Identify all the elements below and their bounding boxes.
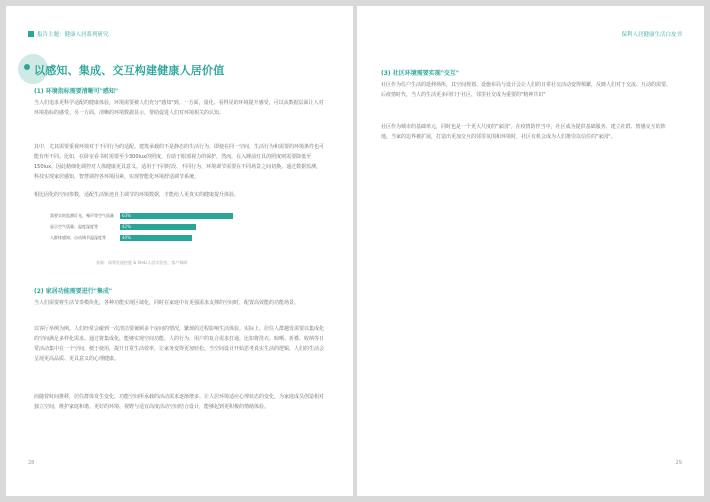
section1-p3: 相比固化的空间参数，适配生活轨迹自主调节的环境数据，才能给人更真实的健康提升体验。: [34, 192, 240, 198]
page-title: 以感知、集成、交互构建健康人居价值: [34, 64, 225, 77]
bar: [120, 213, 233, 219]
bar: [120, 224, 196, 230]
section3-heading: (3) 社区环境需要实现"交互": [381, 70, 460, 77]
bar-row: [50, 212, 300, 220]
header-mark-icon: [28, 31, 34, 37]
section1-p2: 其中，尤其需要重视环境对于不同行为的适配。建筑承载的不是静态的生活行为，即使在同一空间，生活行为和需要的环境条件也可能有所不同。比如，在卧室看书时需要至少300lux的照度，有助于眼部视力的保护，然而，在入睡前灯具的照度则需要降低至150lux。因此精细化调控对人体健康更具意义。适用于不同时段、不同行为，环境调节需要在不同场景之间切换。通过数据监测，科技实现家居感知，智慧调控各环境因素，实现智能化环境舒适调节系统。: [34, 144, 325, 180]
left-page: [6, 6, 353, 496]
page-number-right: 29: [675, 460, 682, 466]
section1-heading: (1) 环境指标需要清晰可"感知": [34, 88, 119, 95]
bar-label: 需要实时监测灯光、噪声等空气质量: [50, 213, 114, 218]
section3-p2: 社区作为城市的基础单元，同时也是一个更大尺度的"家园"。在疫情防控当中，社区成为提供基础服务、建立社群、情感交互的阵地。当家的边界被扩展，打造出更加交互的邻里氛围和环境时，社区有机会成为人们推崇以信任的"家园"。: [381, 124, 666, 140]
section2-p3: 而随着时间推移，居住群体发生变化，功能空间所承载的活动需求逐渐增多。让人居环境适应心理状态的变化，为家庭成员创造相对独立空间，维护家庭和谐。更好的环境、视野与适宜高度活动空间结合设计，能够起到更积极的情绪体验。: [34, 394, 325, 410]
header-left: [28, 30, 109, 38]
bar-chart: [50, 212, 300, 245]
header-right: [621, 30, 682, 38]
section2-p1: 当人们需要将生活节奏模块化，各种功能实现区域化，同时在家庭中有更强需求支撑的空间时，配置高效能的功能场景。: [34, 300, 300, 306]
chart-source: 来源：保利发展控股 & VieLi人居实验室、客户调研: [96, 260, 188, 265]
page-number-left: 28: [28, 460, 35, 466]
bar-track: [120, 213, 300, 219]
bar-label: 显示空气质量、温度湿度等: [50, 224, 98, 229]
bar-value-label: 40%: [122, 235, 131, 240]
bar-track: [120, 224, 300, 230]
section1-p1: 当人们追求更科学适配的健康体验，环境需要被人们充分"感知"到。一方面，量化、看得见的环境提升感受，可以从数据层面让人对环境指标的感受。另一方面，清晰的环境数据显示，帮助促进人们对环境相关的认知。: [34, 100, 324, 116]
bar-track: [120, 235, 300, 241]
section3-p1: 社区作为住户生活的延伸场所，其空间规划、设施布局与设计会让人们的日常社交活动变得频繁，反映人们对于交流、互动的需要。后疫情时代，当人的生活更多回归于社区，邻里社交成为重要的"精神共识": [381, 82, 672, 98]
bar-row: [50, 223, 300, 231]
bar-row: [50, 234, 300, 242]
bar-value-label: 63%: [122, 213, 131, 218]
section2-p2: 以客厅举例为例。人们经常会碰到一次清洁要兼顾多个房间的情况，繁琐的过程影响生活体验。实际上，居住人群越发需要以集成化的空间满足多样化需求。通过将集成化，能够实现空间功能、人的行为、用户的复合需求打通。比如将洗衣、晾晒、折叠、收纳等日常活动集中在一个空间，便于使用，提升日常生活效率，让家务变得更加轻松。当空间设计开始思考真实生活的逻辑，人们的生活会呈现更高品质、更具意义的心理健康。: [34, 326, 325, 362]
header-right-text: 保利人居健康生活白皮书: [621, 32, 682, 38]
decor-dot-icon: [24, 64, 30, 70]
right-page: [357, 6, 704, 496]
bar: [120, 235, 192, 241]
bar-value-label: 42%: [122, 224, 131, 229]
bar-label: 人群体感知、自动调节温湿度等: [50, 235, 106, 240]
section2-heading: (2) 家居功能需要进行"集成": [34, 288, 113, 295]
header-left-text: 报告主题：健康人居系列研究: [37, 32, 109, 38]
